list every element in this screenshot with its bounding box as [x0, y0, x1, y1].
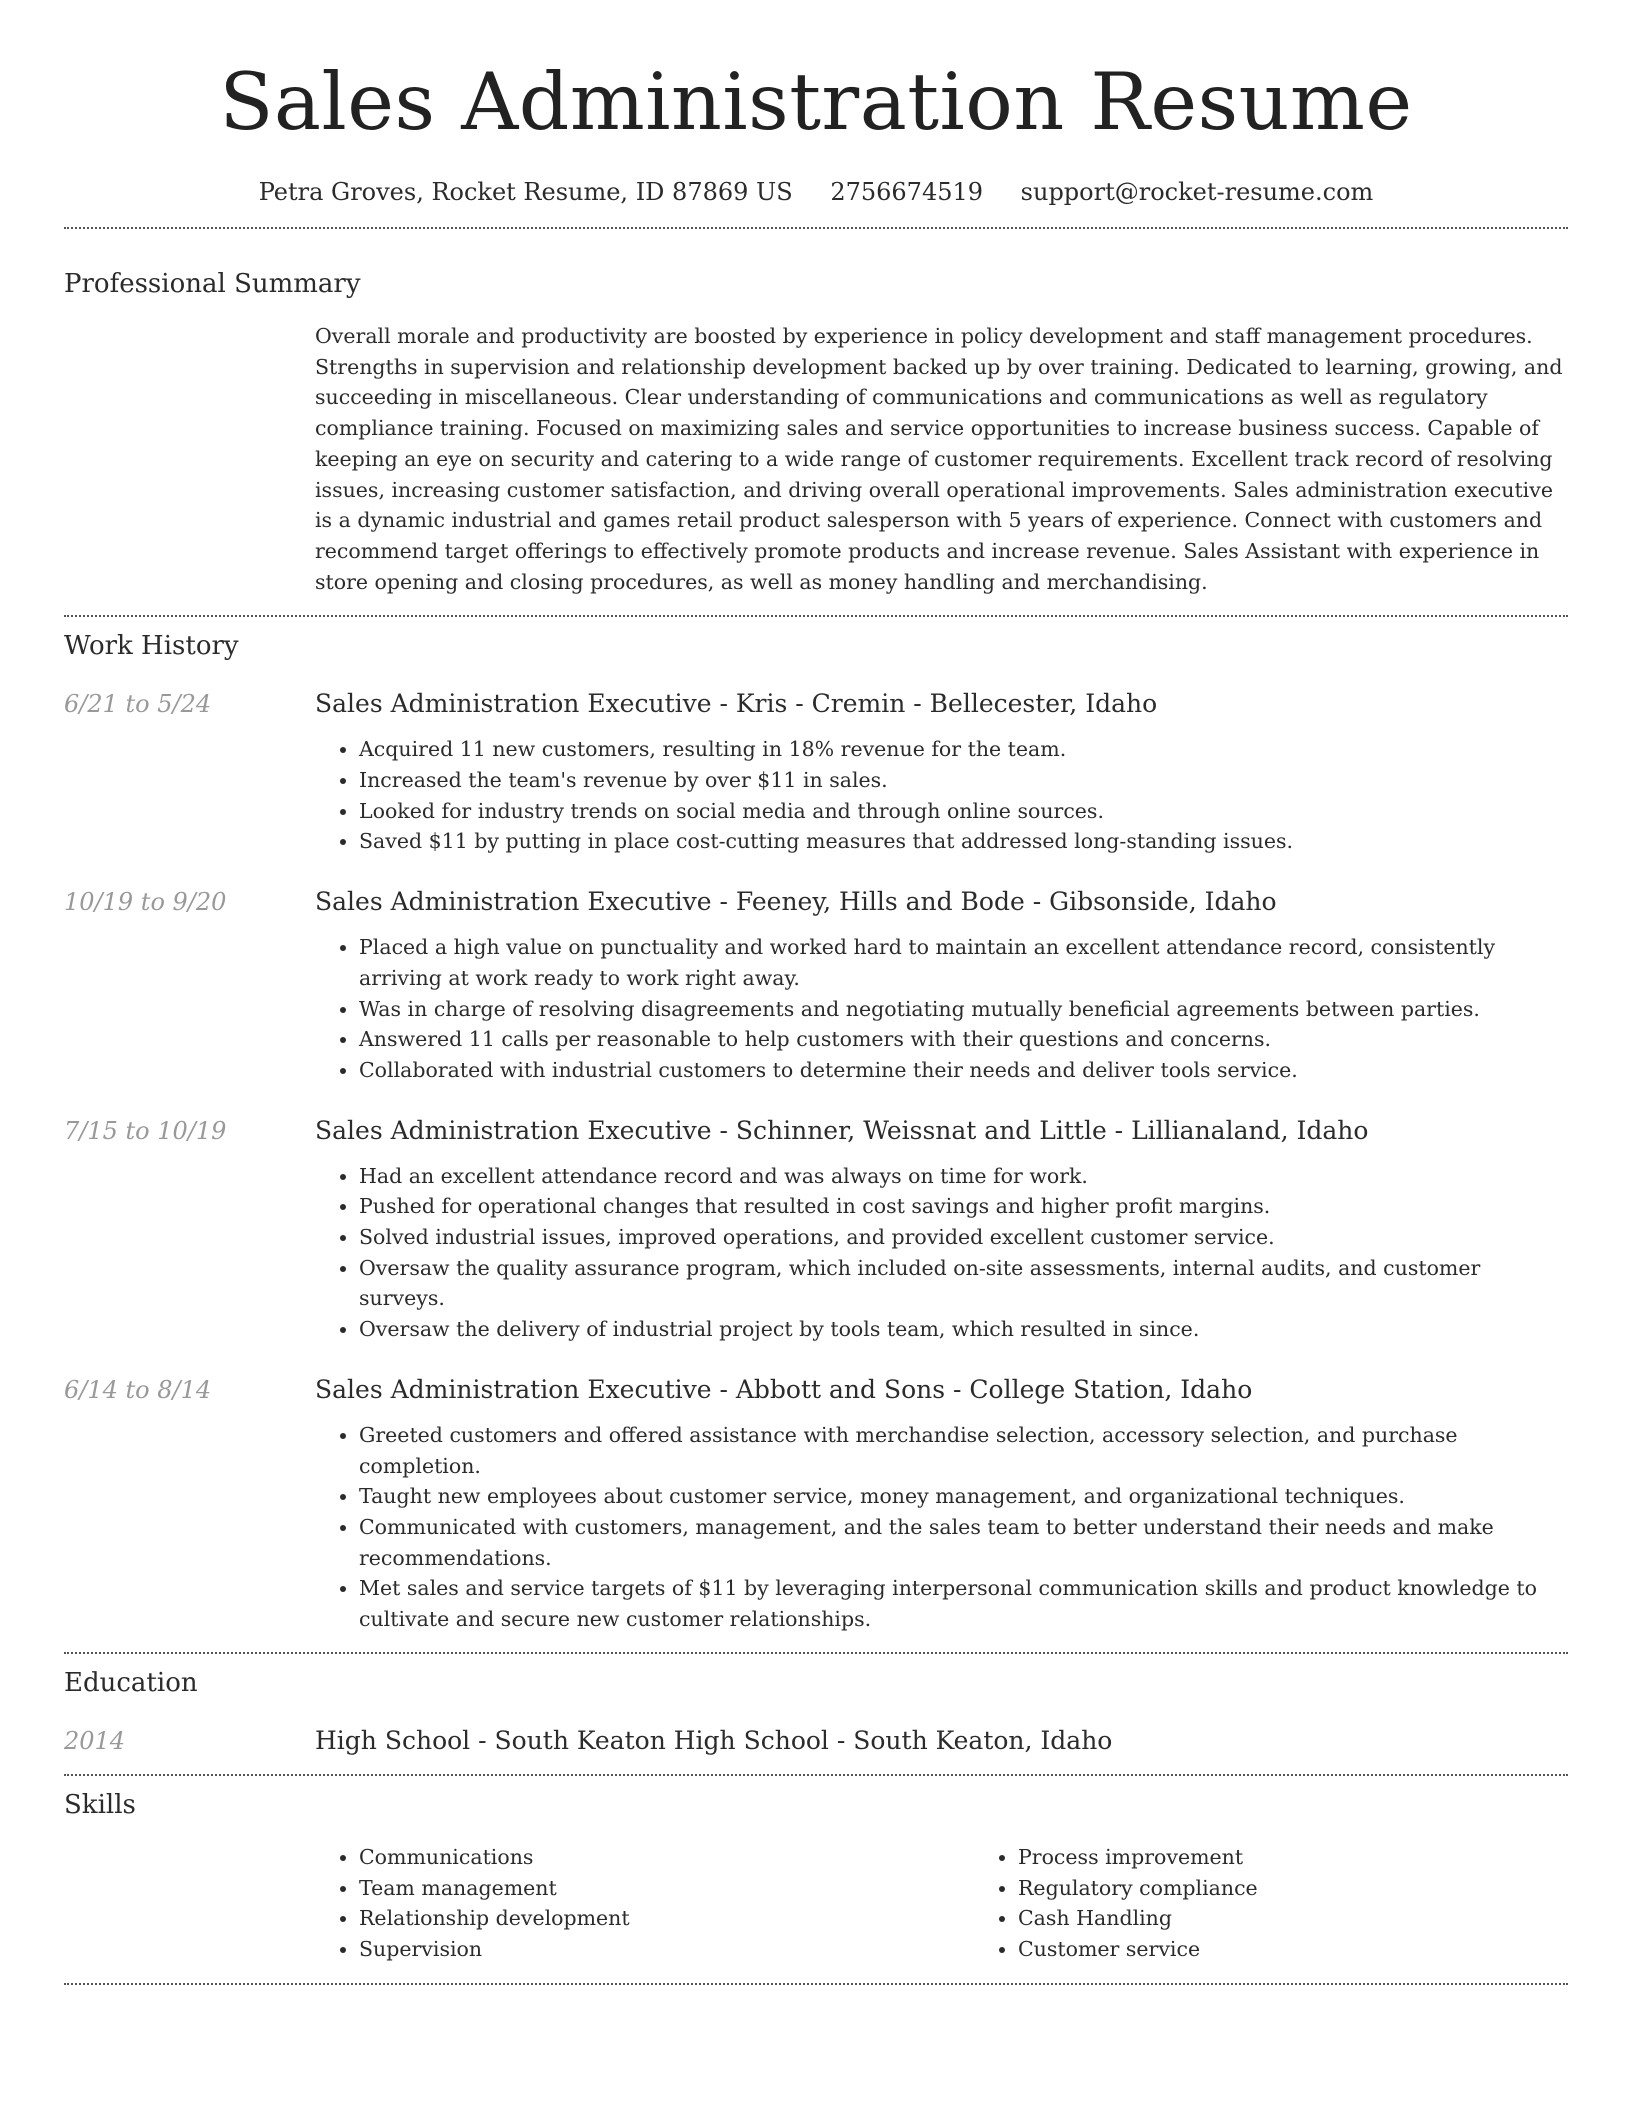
job-title: Sales Administration Executive - Schinner, Weissnat and Little - Lillianaland, Idaho: [315, 1115, 1369, 1145]
list-item: • Increased the team's revenue by over $11 in sales.: [359, 765, 1568, 796]
skill-item: • Cash Handling: [1018, 1903, 1632, 1934]
job-bullets: [315, 932, 1568, 1086]
job-bullets: [315, 1161, 1568, 1345]
summary-divider: [64, 615, 1568, 617]
skill-item: • Team management: [359, 1873, 974, 1904]
list-item: • Looked for industry trends on social media and through online sources.: [359, 796, 1568, 827]
list-item: • Acquired 11 new customers, resulting in 18% revenue for the team.: [359, 734, 1568, 765]
job-bullets: [315, 734, 1568, 857]
education-heading: Education: [64, 1667, 198, 1698]
education-year: 2014: [64, 1726, 126, 1755]
job-dates: 6/14 to 8/14: [64, 1375, 212, 1404]
skills-heading: Skills: [64, 1789, 136, 1820]
skills-list-right: [974, 1842, 1632, 1965]
job-title: Sales Administration Executive - Feeney, Hills and Bode - Gibsonside, Idaho: [315, 887, 1277, 917]
list-item: • Saved $11 by putting in place cost-cutting measures that addressed long-standing issues.: [359, 826, 1568, 857]
header-divider: [64, 227, 1568, 229]
list-item: • Met sales and service targets of $11 by leveraging interpersonal communication skills and product knowledge to cultivate and secure new customer relationships.: [359, 1573, 1568, 1634]
skill-item: • Supervision: [359, 1934, 974, 1965]
list-item: • Solved industrial issues, improved operations, and provided excellent customer service.: [359, 1222, 1568, 1253]
work-history-section: [64, 630, 1568, 1634]
job-dates: 10/19 to 9/20: [64, 888, 227, 917]
skill-item: • Customer service: [1018, 1934, 1632, 1965]
list-item: • Placed a high value on punctuality and worked hard to maintain an excellent attendance record, consistently arriving at work ready to work right away.: [359, 932, 1568, 993]
list-item: • Answered 11 calls per reasonable to help customers with their questions and concerns.: [359, 1024, 1568, 1055]
work-history-heading: Work History: [64, 631, 239, 662]
work-divider: [64, 1652, 1568, 1654]
list-item: • Was in charge of resolving disagreements and negotiating mutually beneficial agreements between parties.: [359, 994, 1568, 1025]
list-item: • Pushed for operational changes that resulted in cost savings and higher profit margins.: [359, 1191, 1568, 1222]
resume-page: [64, 0, 1568, 1985]
education-entry: [64, 1725, 1568, 1757]
contact-address: Petra Groves, Rocket Resume, ID 87869 US: [258, 178, 793, 206]
skills-divider: [64, 1983, 1568, 1985]
skills-section: [64, 1789, 1568, 1965]
job-entry: [64, 1115, 1568, 1345]
list-item: • Greeted customers and offered assistance with merchandise selection, accessory selection, and purchase completion.: [359, 1420, 1568, 1481]
job-title: Sales Administration Executive - Kris - Cremin - Bellecester, Idaho: [315, 689, 1158, 719]
job-dates: 6/21 to 5/24: [64, 690, 212, 719]
education-section: [64, 1667, 1568, 1757]
summary-spacer: [64, 321, 315, 597]
job-dates: 7/15 to 10/19: [64, 1116, 227, 1145]
contact-email: support@rocket-resume.com: [1020, 178, 1374, 206]
skill-item: • Process improvement: [1018, 1842, 1632, 1873]
education-divider: [64, 1774, 1568, 1776]
job-bullets: [315, 1420, 1568, 1635]
skills-list-left: [315, 1842, 974, 1965]
list-item: • Oversaw the quality assurance program, which included on-site assessments, internal audits, and customer surveys.: [359, 1253, 1568, 1314]
summary-section: [64, 268, 1568, 597]
job-entry: [64, 886, 1568, 1086]
job-entry: [64, 1374, 1568, 1635]
skills-spacer: [64, 1842, 315, 1965]
skill-item: • Regulatory compliance: [1018, 1873, 1632, 1904]
job-entry: [64, 688, 1568, 857]
summary-heading: Professional Summary: [64, 269, 361, 299]
list-item: • Communicated with customers, management, and the sales team to better understand their needs and make recommendations.: [359, 1512, 1568, 1573]
list-item: • Taught new employees about customer service, money management, and organizational techniques.: [359, 1481, 1568, 1512]
list-item: • Oversaw the delivery of industrial project by tools team, which resulted in since.: [359, 1314, 1568, 1345]
skill-item: • Relationship development: [359, 1903, 974, 1934]
contact-line: [64, 176, 1568, 208]
list-item: • Had an excellent attendance record and was always on time for work.: [359, 1161, 1568, 1192]
resume-title: Sales Administration Resume: [219, 56, 1413, 148]
list-item: • Collaborated with industrial customers to determine their needs and deliver tools service.: [359, 1055, 1568, 1086]
education-title: High School - South Keaton High School - South Keaton, Idaho: [315, 1725, 1113, 1755]
summary-text: Overall morale and productivity are boosted by experience in policy development and staff management procedures. Strengths in supervision and relationship development backed up by over training. Dedicated to learning, growing, and succeeding in miscellaneous. Clear understanding of communications and communications as well as regulatory compliance training. Focused on maximizing sales and service opportunities to increase business success. Capable of keeping an eye on security and catering to a wide range of customer requirements. Excellent track record of resolving issues, increasing customer satisfaction, and driving overall operational improvements. Sales administration executive is a dynamic industrial and games retail product salesperson with 5 years of experience. Connect with customers and recommend target offerings to effectively promote products and increase revenue. Sales Assistant with experience in store opening and closing procedures, as well as money handling and merchandising.: [315, 324, 1563, 594]
contact-phone: 2756674519: [830, 178, 984, 206]
skill-item: • Communications: [359, 1842, 974, 1873]
job-title: Sales Administration Executive - Abbott and Sons - College Station, Idaho: [315, 1374, 1253, 1404]
